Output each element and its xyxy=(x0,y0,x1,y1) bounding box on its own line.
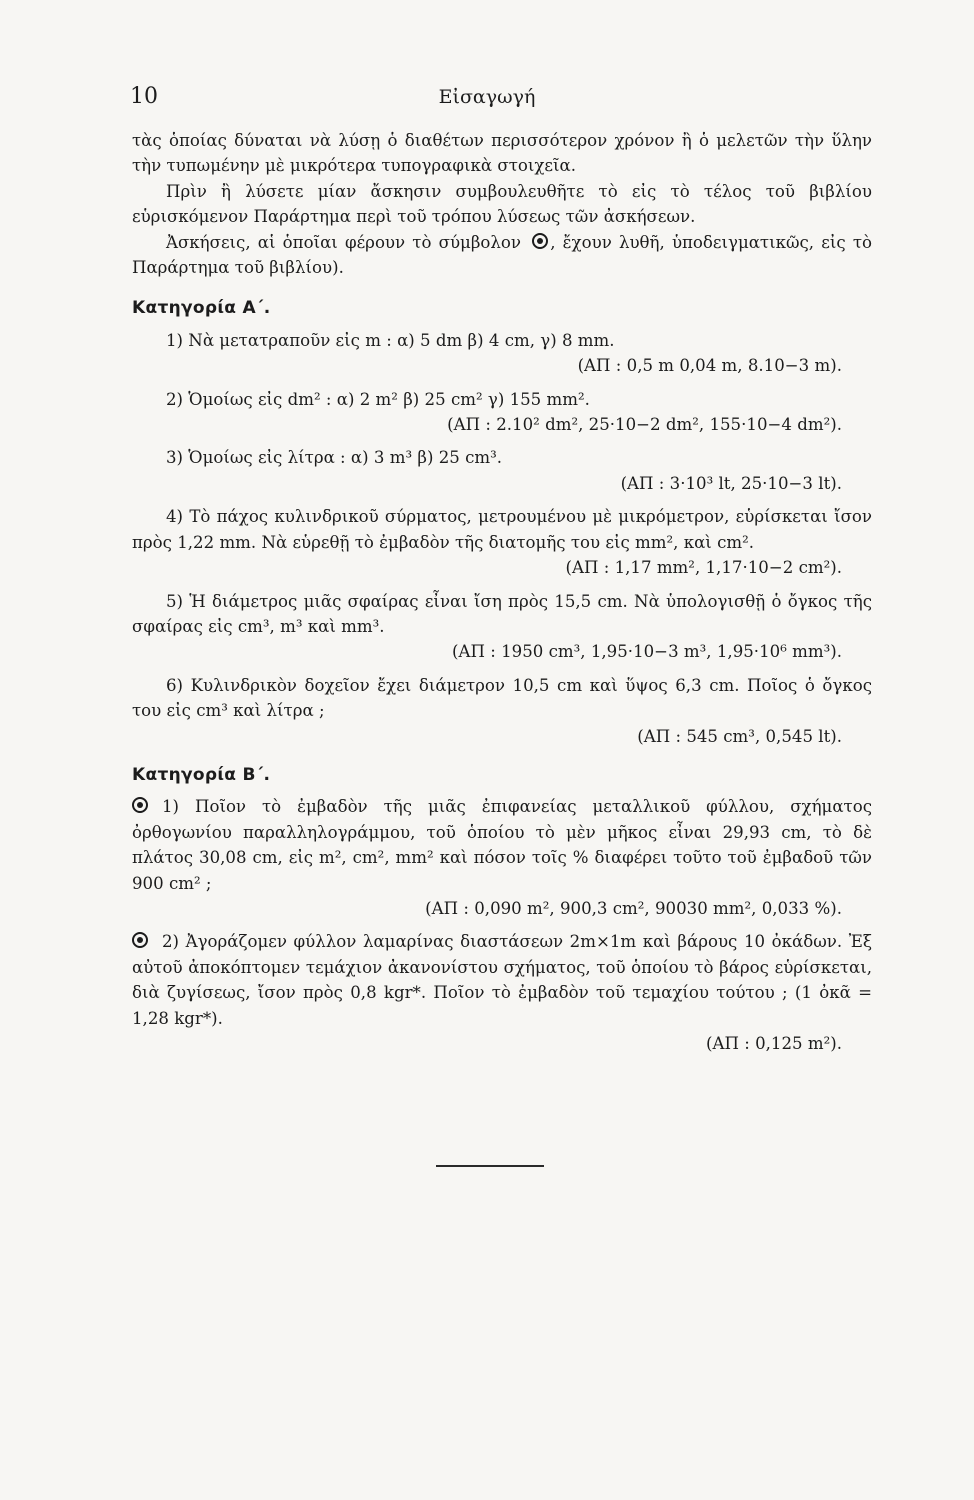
exercise-b2-question-text: 2) Ἀγοράζομεν φύλλον λαμαρίνας διαστάσεων 2m×1m καὶ βάρους 10 ὀκάδων. Ἐξ αὐτοῦ ἀποκόπτομεν τεμάχιον ἀκανονίστου σχήματος, τοῦ ὁποίου τὸ βάρος εὑρίσκεται, διὰ ζυγίσεως, ἴσον πρὸς 0,8 kgr*. Ποῖον τὸ ἐμβαδὸν τοῦ τεμαχίου τούτου ; (1 ὀκᾶ = 1,28 kgr*). xyxy=(132,932,872,1028)
section-divider-rule xyxy=(436,1165,544,1167)
intro-paragraph-1: τὰς ὁποίας δύναται νὰ λύσῃ ὁ διαθέτων περισσότερον χρόνον ἢ ὁ μελετῶν τὴν ὕλην τὴν τυπωμένην μὲ μικρότερα τυπογραφικὰ στοιχεῖα. xyxy=(132,131,872,176)
category-a-heading: Κατηγορία Α΄. xyxy=(132,298,271,319)
exercise-b1-question-text: 1) Ποῖον τὸ ἐμβαδὸν τῆς μιᾶς ἐπιφανείας μεταλλικοῦ φύλλου, σχήματος ὀρθογωνίου παραλληλογράμμου, τοῦ ὁποίου τὸ μὲν μῆκος εἶναι 29,93 cm, τὸ δὲ πλάτος 30,08 cm, εἰς m², cm², mm² καὶ πόσον τοῖς % διαφέρει τοῦτο τοῦ ἐμβαδοῦ τῶν 900 cm² ; xyxy=(132,797,872,893)
exercise-a3-question: 3) Ὁμοίως εἰς λίτρα : α) 3 m³ β) 25 cm³. xyxy=(166,448,503,468)
solved-exercise-symbol-icon xyxy=(532,233,548,249)
solved-exercise-symbol-icon xyxy=(132,932,148,948)
exercise-a3-answer: (ΑΠ : 3·10³ lt, 25·10−3 lt). xyxy=(620,473,842,493)
intro-paragraph-3-end: , ἔχουν λυθῆ, ὑποδειγματικῶς, εἰς τὸ Παράρτημα τοῦ βιβλίου). xyxy=(132,232,873,278)
exercise-b1-answer: (ΑΠ : 0,090 m², 900,3 cm², 90030 mm², 0,033 %). xyxy=(425,898,842,918)
exercise-a6-answer: (ΑΠ : 545 cm³, 0,545 lt). xyxy=(637,726,842,746)
exercise-a5-answer: (ΑΠ : 1950 cm³, 1,95·10−3 m³, 1,95·10⁶ mm³). xyxy=(452,642,842,662)
exercise-a5-question: 5) Ἡ διάμετρος μιᾶς σφαίρας εἶναι ἴση πρὸς 15,5 cm. Νὰ ὑπολογισθῇ ὁ ὄγκος τῆς σφαίρας εἰς cm³, m³ καὶ mm³. xyxy=(132,591,872,636)
page-body xyxy=(132,128,872,1056)
exercise-a2-answer: (ΑΠ : 2.10² dm², 25·10−2 dm², 155·10−4 dm²). xyxy=(447,415,842,435)
solved-exercise-symbol-icon xyxy=(132,797,148,813)
page-number: 10 xyxy=(130,84,158,109)
exercise-b2-answer: (ΑΠ : 0,125 m²). xyxy=(706,1034,842,1053)
intro-paragraph-3-start: Ἀσκήσεις, αἱ ὁποῖαι φέρουν τὸ σύμβολον xyxy=(166,232,522,252)
exercise-a6-question: 6) Κυλινδρικὸν δοχεῖον ἔχει διάμετρον 10,5 cm καὶ ὕψος 6,3 cm. Ποῖος ὁ ὄγκος του εἰς cm³ καὶ λίτρα ; xyxy=(132,675,872,721)
exercise-a1-question: 1) Νὰ μετατραποῦν εἰς m : α) 5 dm β) 4 cm, γ) 8 mm. xyxy=(166,330,615,350)
exercise-a4-question: 4) Τὸ πάχος κυλινδρικοῦ σύρματος, μετρουμένου μὲ μικρόμετρον, εὑρίσκεται ἴσον πρὸς 1,22 mm. Νὰ εὑρεθῇ τὸ ἐμβαδὸν τῆς διατομῆς του εἰς mm², καὶ cm². xyxy=(132,507,872,552)
exercise-a2-question: 2) Ὁμοίως εἰς dm² : α) 2 m² β) 25 cm² γ) 155 mm². xyxy=(166,389,590,409)
exercise-b1-question xyxy=(132,794,872,896)
exercise-a1-answer: (ΑΠ : 0,5 m 0,04 m, 8.10−3 m). xyxy=(577,356,842,376)
intro-paragraph-2: Πρὶν ἢ λύσετε μίαν ἄσκησιν συμβουλευθῆτε τὸ εἰς τὸ τέλος τοῦ βιβλίου εὑρισκόμενον Παράρτημα περὶ τοῦ τρόπου λύσεως τῶν ἀσκήσεων. xyxy=(132,181,872,227)
intro-paragraph-3 xyxy=(132,230,872,281)
exercise-b2-question xyxy=(132,929,872,1031)
running-title: Εἰσαγωγή xyxy=(438,86,536,108)
page-header xyxy=(130,84,844,124)
exercise-a4-answer: (ΑΠ : 1,17 mm², 1,17·10−2 cm²). xyxy=(565,558,842,578)
category-b-heading: Κατηγορία Β΄. xyxy=(132,764,271,785)
